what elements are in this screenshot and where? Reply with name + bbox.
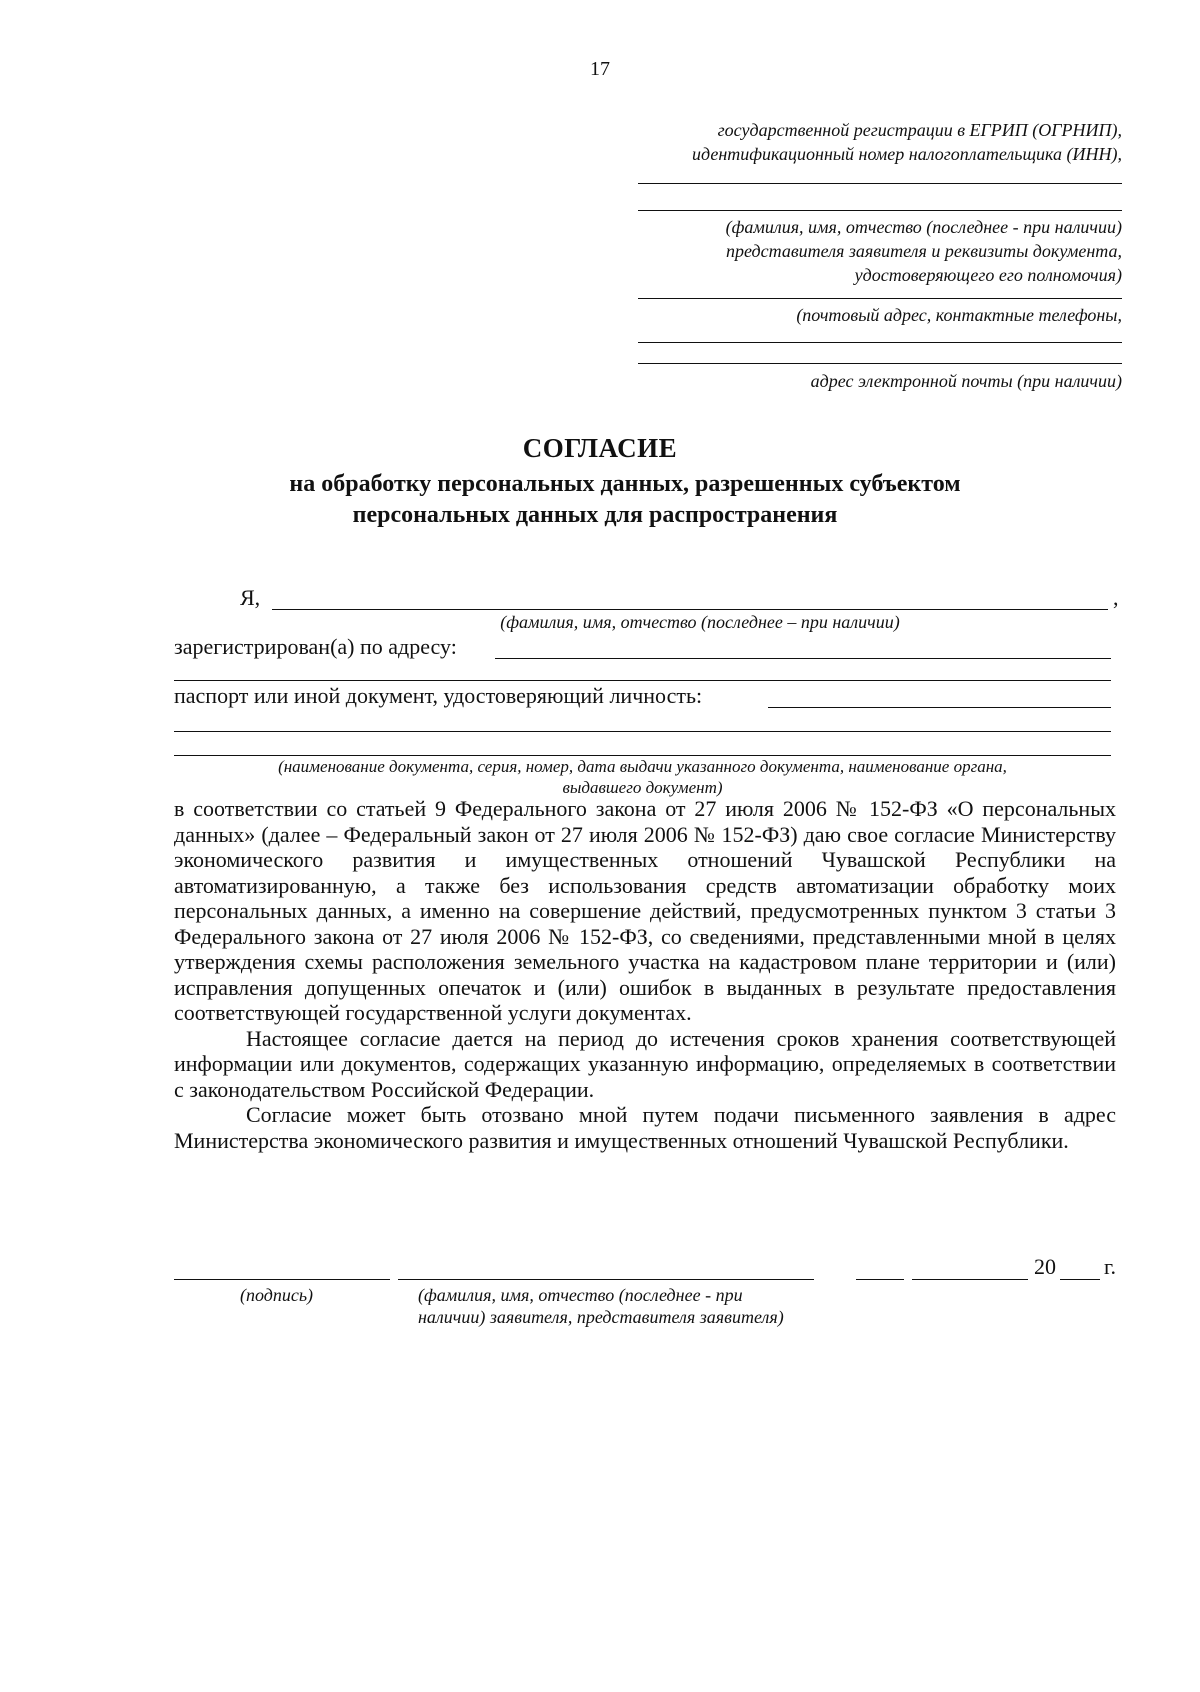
- document-subtitle: [200, 469, 1050, 531]
- signature-caption: (подпись): [240, 1285, 314, 1305]
- passport-field-line[interactable]: [768, 707, 1111, 708]
- year-field-line[interactable]: [1060, 1279, 1100, 1280]
- consent-body: [174, 796, 1116, 1153]
- consent-paragraph: Согласие может быть отозвано мной путем подачи письменного заявления в адрес Министерства экономического развития и имущественных отношений Чувашской Республики.: [174, 1102, 1116, 1153]
- header-fill-line: [638, 298, 1122, 299]
- representative-caption: удостоверяющего его полномочия): [854, 265, 1122, 285]
- consent-paragraph: в соответствии со статьей 9 Федерального закона от 27 июля 2006 № 152-ФЗ «О персональных данных» (далее – Федеральный закон от 27 июля 2006 № 152-ФЗ) даю свое согласие Министерству экономического развития и имущественных отношений Чувашской Республики на автоматизированную, а также без использования средств автоматизации обработку моих персональных данных, а именно на совершение действий, предусмотренных пунктом 3 статьи 3 Федерального закона от 27 июля 2006 № 152-ФЗ, со сведениями, представленными мной в целях утверждения схемы расположения земельного участка на кадастровом плане территории и (или) исправления допущенных опечаток и (или) ошибок в выданных в результате предоставления соответствующей государственной услуги документах.: [174, 796, 1116, 1025]
- header-inn-line: идентификационный номер налогоплательщика (ИНН),: [692, 144, 1122, 164]
- name-caption: наличии) заявителя, представителя заявителя): [418, 1307, 784, 1327]
- year-suffix: г.: [1104, 1254, 1117, 1279]
- representative-caption: (фамилия, имя, отчество (последнее - при наличии): [725, 217, 1122, 237]
- passport-field-line-3[interactable]: [174, 755, 1111, 756]
- email-caption: адрес электронной почты (при наличии): [810, 371, 1122, 391]
- ya-comma: ,: [1113, 585, 1119, 610]
- header-ogrnip-line: государственной регистрации в ЕГРИП (ОГРНИП),: [717, 120, 1122, 140]
- address-field-line[interactable]: [495, 658, 1111, 659]
- postal-caption: (почтовый адрес, контактные телефоны,: [796, 305, 1122, 325]
- month-field-line[interactable]: [912, 1279, 1028, 1280]
- passport-label: паспорт или иной документ, удостоверяющий личность:: [174, 683, 703, 708]
- header-fill-line: [638, 210, 1122, 211]
- document-caption: выдавшего документ): [562, 778, 723, 797]
- year-prefix: 20: [1034, 1254, 1056, 1279]
- day-field-line[interactable]: [856, 1279, 904, 1280]
- document-title: СОГЛАСИЕ: [522, 433, 678, 463]
- subtitle-line: на обработку персональных данных, разрешенных субъектом: [289, 471, 961, 497]
- address-field-line-2[interactable]: [174, 680, 1111, 681]
- address-label: зарегистрирован(а) по адресу:: [174, 634, 457, 659]
- fio-field-line[interactable]: [272, 609, 1108, 610]
- subtitle-line: персональных данных для распространения: [352, 502, 838, 528]
- consent-paragraph: Настоящее согласие дается на период до истечения сроков хранения соответствующей информации или документов, содержащих указанную информацию, определяемых в соответствии с законодательством Российской Федерации.: [174, 1025, 1116, 1102]
- header-fill-line: [638, 183, 1122, 184]
- passport-field-line-2[interactable]: [174, 731, 1111, 732]
- name-caption: (фамилия, имя, отчество (последнее - при: [418, 1285, 743, 1305]
- ya-label: Я,: [240, 585, 261, 610]
- name-field-line[interactable]: [398, 1279, 814, 1280]
- page-number: 17: [590, 58, 610, 80]
- header-fill-line: [638, 342, 1122, 343]
- document-caption: (наименование документа, серия, номер, дата выдачи указанного документа, наименование органа,: [278, 757, 1007, 776]
- fio-caption: (фамилия, имя, отчество (последнее – при наличии): [500, 612, 900, 632]
- signature-field-line[interactable]: [174, 1279, 390, 1280]
- representative-caption: представителя заявителя и реквизиты документа,: [725, 241, 1122, 261]
- header-fill-line: [638, 363, 1122, 364]
